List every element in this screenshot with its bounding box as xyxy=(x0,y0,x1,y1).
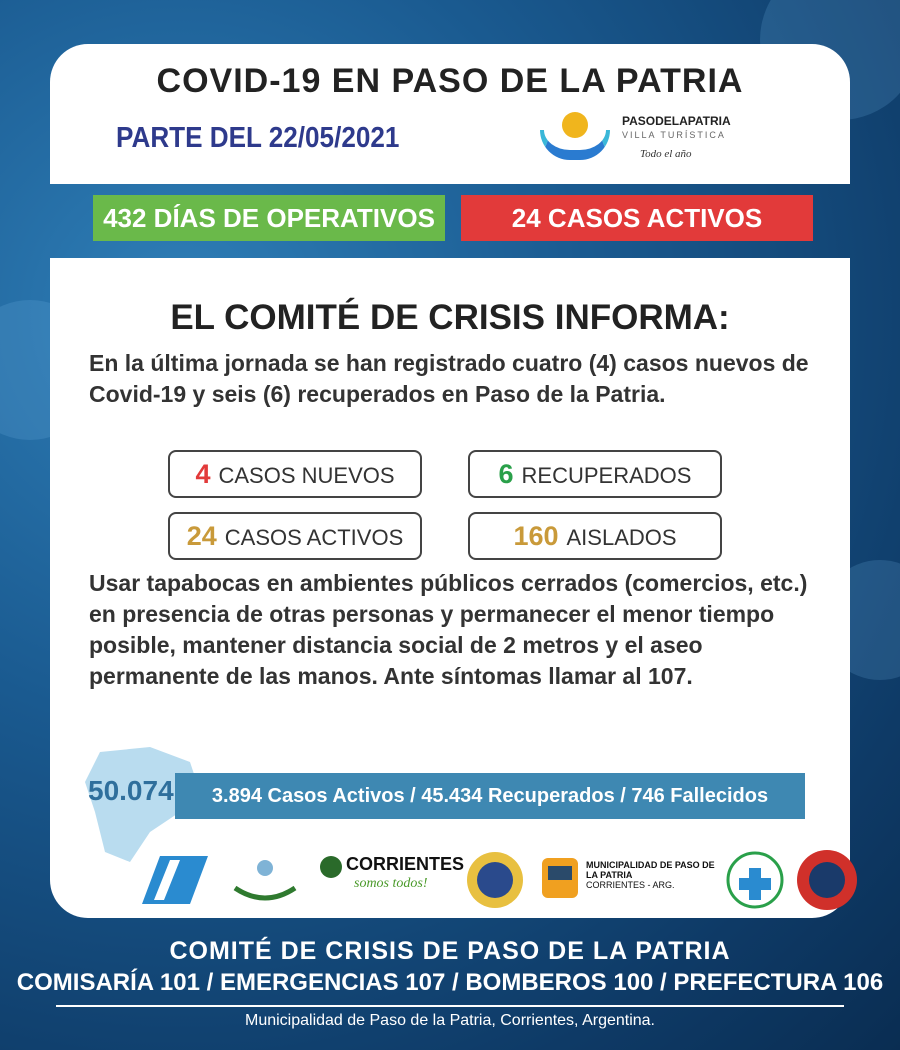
page-title: COVID-19 EN PASO DE LA PATRIA xyxy=(156,62,744,100)
stat-label: CASOS ACTIVOS xyxy=(224,525,404,550)
logo-subtitle: VILLA TURÍSTICA xyxy=(622,130,726,140)
sponsor-logos xyxy=(130,848,810,918)
province-total: 50.074 xyxy=(88,775,174,806)
paso-de-la-patria-logo xyxy=(540,108,780,178)
footer-divider xyxy=(56,1005,844,1007)
section-heading: EL COMITÉ DE CRISIS INFORMA: xyxy=(170,298,730,337)
bomberos-logo-icon xyxy=(795,848,859,912)
municipalidad-logo xyxy=(586,848,716,912)
stat-recovered xyxy=(468,450,722,498)
active-cases-banner: 24 CASOS ACTIVOS xyxy=(461,195,813,241)
corrientes-text: CORRIENTES xyxy=(346,854,465,874)
province-summary: 3.894 Casos Activos / 45.434 Recuperados / 746 Fallecidos xyxy=(211,785,769,807)
report-paragraph: En la última jornada se han registrado cuatro (4) casos nuevos de Covid-19 y seis (6) recuperados en Paso de la Patria. xyxy=(89,350,809,407)
municipalidad-subtext: CORRIENTES - ARG. xyxy=(586,880,675,890)
police-badge-icon xyxy=(465,848,525,912)
stat-label: CASOS NUEVOS xyxy=(218,463,395,488)
stat-active-cases xyxy=(168,512,422,560)
stat-number: 6 xyxy=(498,459,514,489)
laurel-logo-icon xyxy=(225,848,305,912)
corrientes-tagline: somos todos! xyxy=(354,876,428,891)
logo-name: PASODELAPATRIA xyxy=(622,114,731,128)
footer-municipality: Municipalidad de Paso de la Patria, Corrientes, Argentina. xyxy=(244,1012,655,1029)
province-stats-bar xyxy=(175,773,805,819)
hospital-logo-icon xyxy=(725,848,785,912)
report-date: PARTE DEL 22/05/2021 xyxy=(116,122,400,154)
footer-committee: COMITÉ DE CRISIS DE PASO DE LA PATRIA xyxy=(169,937,731,965)
stat-label: RECUPERADOS xyxy=(521,463,692,488)
days-banner: 432 DÍAS DE OPERATIVOS xyxy=(93,195,445,241)
stat-number: 160 xyxy=(513,521,559,551)
prefectura-logo-icon xyxy=(140,848,210,912)
footer-phones: COMISARÍA 101 / EMERGENCIAS 107 / BOMBEROS 100 / PREFECTURA 106 xyxy=(16,969,884,996)
stat-isolated xyxy=(468,512,722,560)
header-card xyxy=(50,44,850,184)
municipalidad-text: MUNICIPALIDAD DE PASO DE LA PATRIA xyxy=(586,860,715,880)
logo-tagline: Todo el año xyxy=(640,148,692,160)
wave-icon xyxy=(540,130,610,160)
stat-number: 24 xyxy=(186,521,217,551)
advice-paragraph: Usar tapabocas en ambientes públicos cerrados (comercios, etc.) en presencia de otras personas y permanecer el menor tiempo posible, mantener distancia social de 2 metros y el aseo permanente de las manos. Ante síntomas llamar al 107. xyxy=(89,570,808,689)
corrientes-logo xyxy=(320,848,465,912)
stat-new-cases xyxy=(168,450,422,498)
stat-number: 4 xyxy=(195,459,211,489)
main-card xyxy=(50,258,850,918)
municipal-bus-icon xyxy=(538,848,582,912)
stat-label: AISLADOS xyxy=(566,525,677,550)
